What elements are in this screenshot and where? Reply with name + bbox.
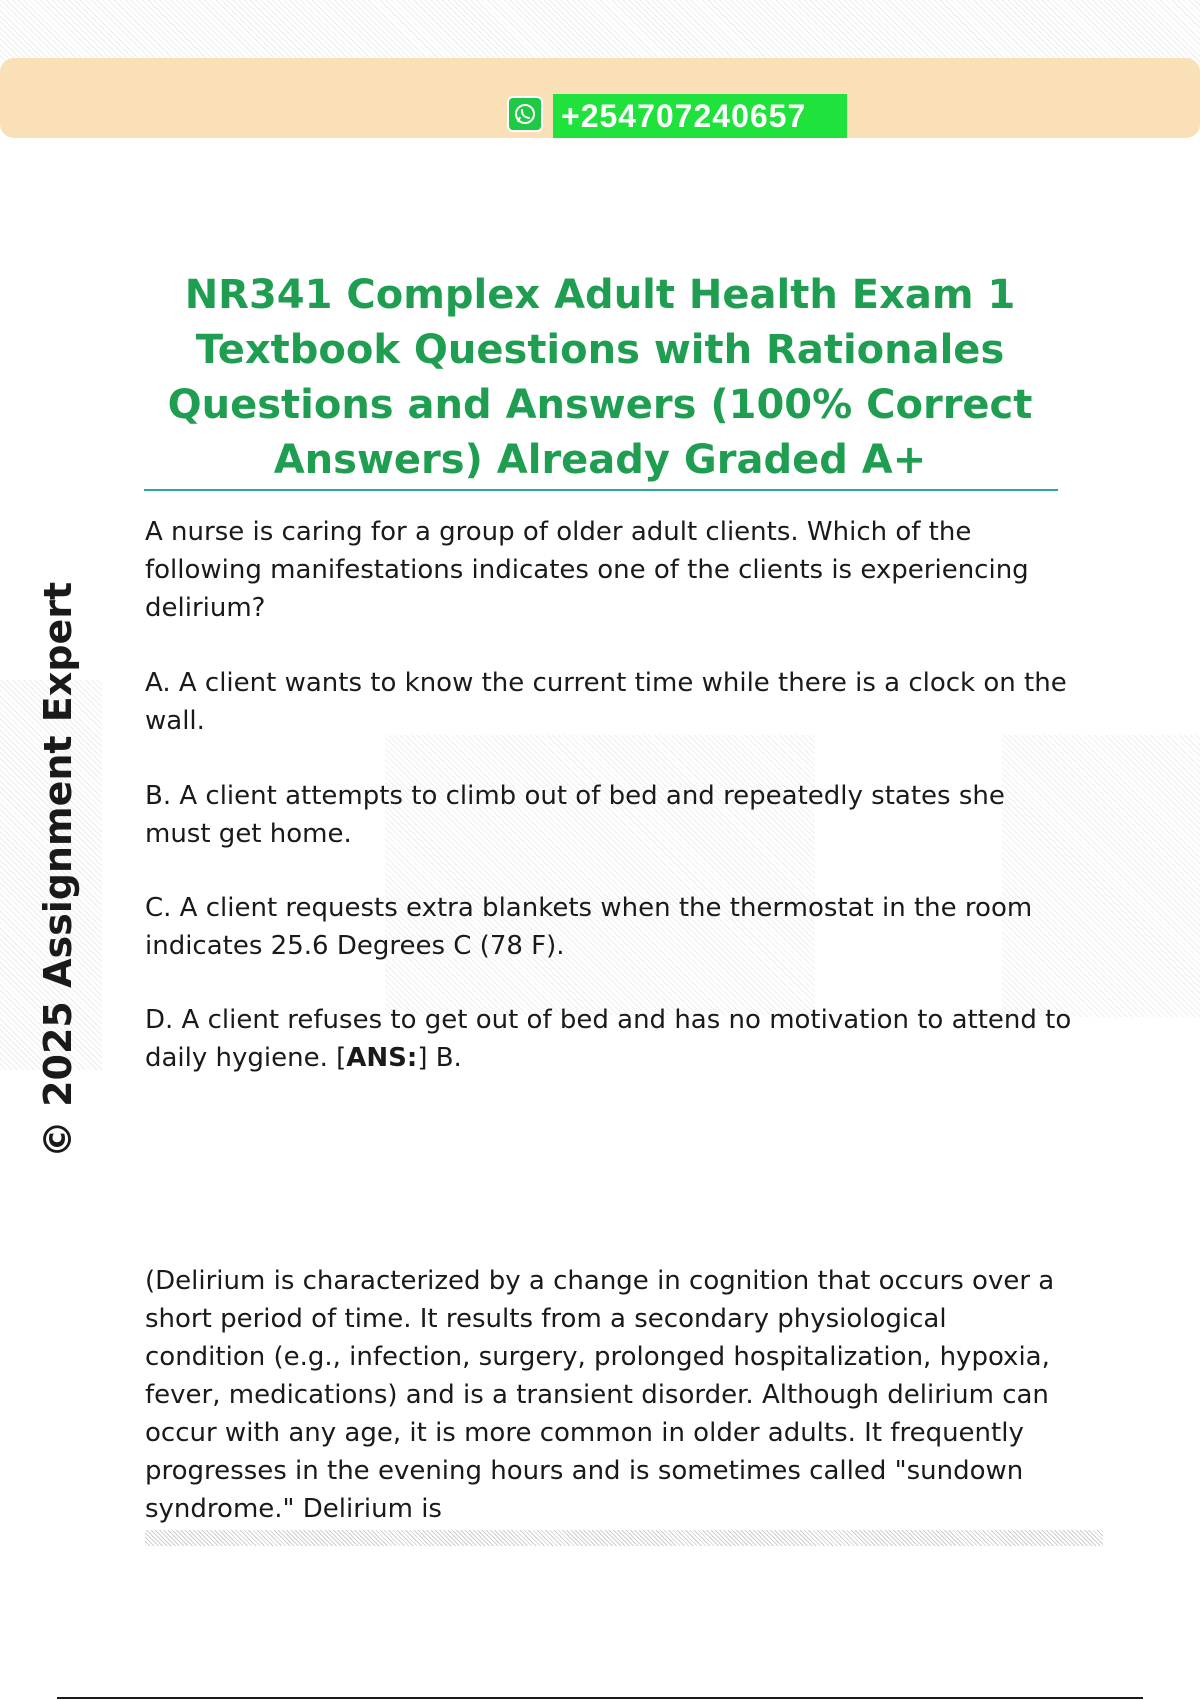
page-bottom-rule <box>57 1697 1143 1699</box>
option-d-text: D. A client refuses to get out of bed and has no motivation to attend to daily hygiene. <box>145 1005 1072 1073</box>
answer-value: ] B. <box>417 1043 462 1073</box>
whatsapp-glyph <box>513 102 537 126</box>
copyright-watermark: © 2025 Assignment Expert <box>36 581 80 1159</box>
whatsapp-icon[interactable] <box>507 96 543 132</box>
option-b: B. A client attempts to climb out of bed and repeatedly states she must get home. <box>145 781 1005 849</box>
option-c: C. A client requests extra blankets when the thermostat in the room indicates 25.6 Degrees C (78 F). <box>145 893 1033 961</box>
option-d <box>145 1001 1075 1077</box>
rationale-text: (Delirium is characterized by a change in cognition that occurs over a short period of time. It results from a secondary physiological condition (e.g., infection, surgery, prolonged hospitalization, hypoxia, fever, medications) and is a transient disorder. Although delirium can occur with any age, it is more common in older adults. It frequently progresses in the evening hours and is sometimes called "sundown syndrome." Delirium is <box>145 1266 1055 1524</box>
phone-number[interactable]: +254707240657 <box>553 94 847 138</box>
question-stem: A nurse is caring for a group of older adult clients. Which of the following manifestations indicates one of the clients is experiencing delirium? <box>145 517 1029 623</box>
title-line: NR341 Complex Adult Health Exam 1 <box>184 272 1016 318</box>
title-divider <box>144 489 1058 491</box>
answer-label: ANS: <box>346 1043 418 1073</box>
document-title <box>145 268 1055 488</box>
title-line: Answers) Already Graded A+ <box>273 437 927 483</box>
title-line: Questions and Answers (100% Correct <box>167 382 1033 428</box>
top-hatch-pattern <box>0 0 1200 62</box>
background-pattern <box>145 1530 1103 1546</box>
contact-banner <box>0 58 1200 138</box>
answer-open-bracket: [ <box>336 1043 347 1073</box>
option-a: A. A client wants to know the current time while there is a clock on the wall. <box>145 668 1067 736</box>
title-line: Textbook Questions with Rationales <box>195 327 1005 373</box>
